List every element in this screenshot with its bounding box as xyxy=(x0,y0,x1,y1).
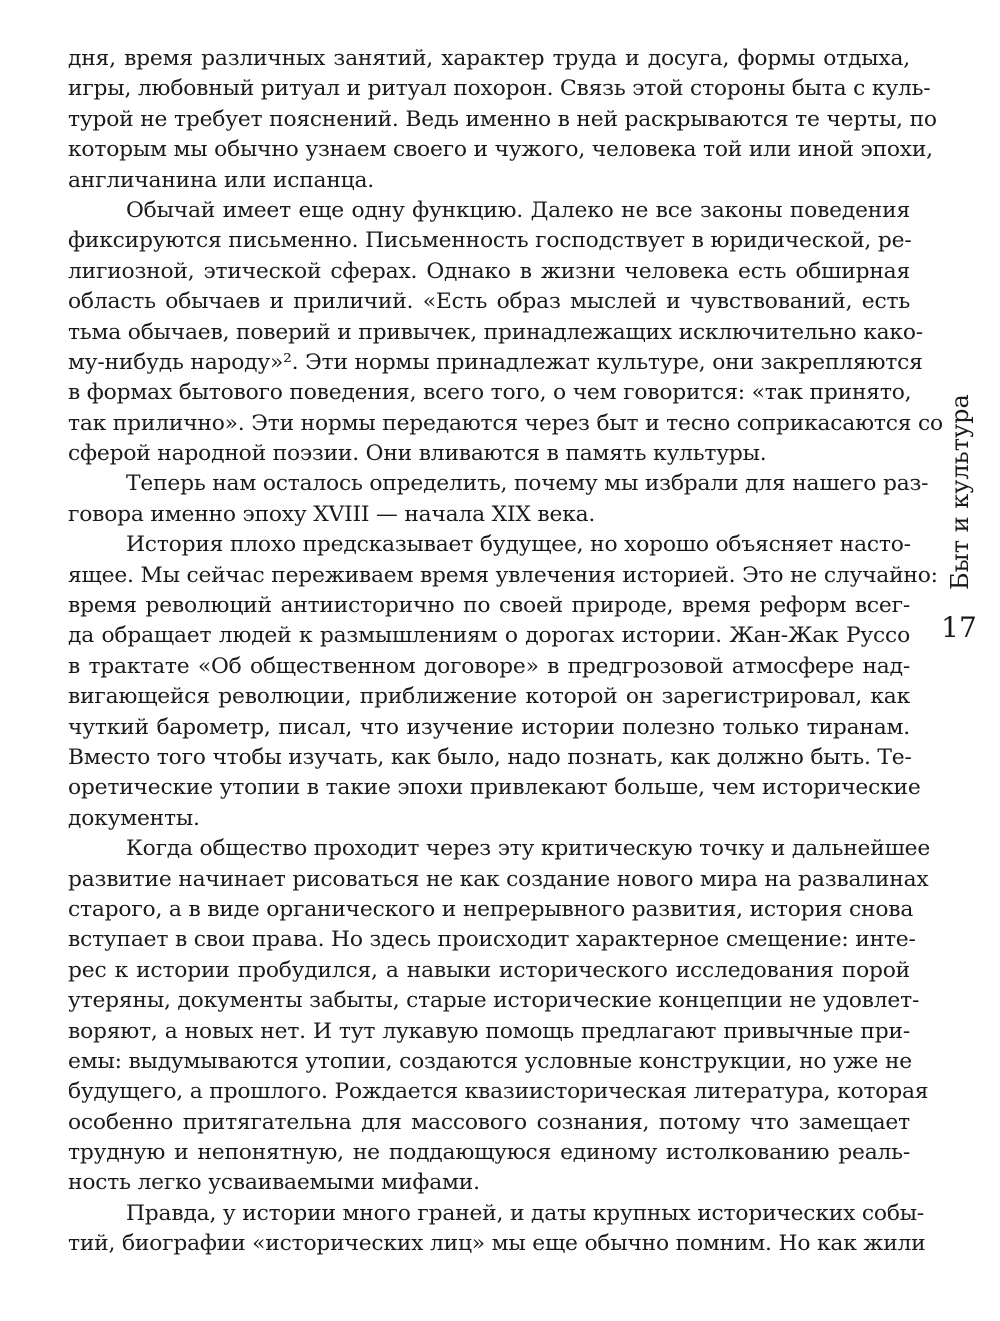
text-line: особенно притягательна для массового сознания, потому что замещает xyxy=(68,1109,910,1135)
text-line: да обращает людей к размышлениям о дорогах истории. Жан-Жак Руссо xyxy=(68,623,910,649)
text-line: в трактате «Об общественном договоре» в предгрозовой атмосфере над- xyxy=(68,653,910,679)
text-line: ящее. Мы сейчас переживаем время увлечения историей. Это не случайно: xyxy=(68,562,938,588)
text-line: вигающейся революции, приближение которой он зарегистрировал, как xyxy=(68,684,910,710)
paragraph xyxy=(68,530,938,834)
text-line: в формах бытового поведения, всего того, о чем говорится: «так принято, xyxy=(68,380,912,406)
text-line: документы. xyxy=(68,805,200,831)
running-head: Быт и культура xyxy=(946,394,974,590)
paragraph xyxy=(68,469,929,530)
text-line: игры, любовный ритуал и ритуал похорон. Связь этой стороны быта с куль- xyxy=(68,76,931,102)
text-line: будущего, а прошлого. Рождается квазиисторическая литература, которая xyxy=(68,1079,929,1105)
text-line: говора именно эпоху XVIII — начала XIX века. xyxy=(68,501,596,527)
text-line: ность легко усваиваемыми мифами. xyxy=(68,1170,480,1196)
text-line: развитие начинает рисоваться не как создание нового мира на развалинах xyxy=(68,866,929,892)
text-line: му-нибудь народу»². Эти нормы принадлежат культуре, они закрепляются xyxy=(68,349,923,375)
text-line: так прилично». Эти нормы передаются через быт и тесно соприкасаются со xyxy=(68,410,943,436)
text-line: емы: выдумываются утопии, создаются условные конструкции, но уже не xyxy=(68,1048,912,1074)
text-line: Правда, у истории много граней, и даты крупных исторических собы- xyxy=(126,1200,925,1226)
text-line: фиксируются письменно. Письменность господствует в юридической, ре- xyxy=(68,228,912,254)
text-line: сферой народной поэзии. Они вливаются в память культуры. xyxy=(68,441,767,467)
text-line: чуткий барометр, писал, что изучение истории полезно только тиранам. xyxy=(68,714,910,740)
text-line: Вместо того чтобы изучать, как было, надо познать, как должно быть. Те- xyxy=(68,744,912,770)
paragraph xyxy=(68,834,931,1199)
text-line: тьма обычаев, поверий и привычек, принадлежащих исключительно како- xyxy=(68,319,923,345)
body-text xyxy=(68,44,943,1260)
text-line: тий, биографии «исторических лиц» мы еще обычно помним. Но как жили xyxy=(68,1231,926,1257)
text-line: лигиозной, этической сферах. Однако в жизни человека есть обширная xyxy=(68,258,910,284)
text-line: утеряны, документы забыты, старые исторические концепции не удовлет- xyxy=(68,988,920,1014)
paragraph xyxy=(68,196,943,470)
text-line: Обычай имеет еще одну функцию. Далеко не все законы поведения xyxy=(126,197,910,223)
text-line: время революций антиисторично по своей природе, время реформ всег- xyxy=(68,593,910,619)
text-line: Теперь нам осталось определить, почему мы избрали для нашего раз- xyxy=(126,471,929,497)
text-line: Когда общество проходит через эту критическую точку и дальнейшее xyxy=(126,836,931,862)
text-line: оретические утопии в такие эпохи привлекают больше, чем исторические xyxy=(68,775,921,801)
paragraph xyxy=(68,44,937,196)
text-line: рес к истории пробудился, а навыки исторического исследования порой xyxy=(68,957,910,983)
text-line: История плохо предсказывает будущее, но хорошо объясняет насто- xyxy=(126,532,911,558)
text-line: англичанина или испанца. xyxy=(68,167,374,193)
text-line: дня, время различных занятий, характер труда и досуга, формы отдыха, xyxy=(68,46,910,71)
text-line: трудную и непонятную, не поддающуюся единому истолкованию реаль- xyxy=(68,1140,910,1166)
page-number: 17 xyxy=(941,611,977,644)
paragraph xyxy=(68,1199,926,1260)
text-line: старого, а в виде органического и непрерывного развития, история снова xyxy=(68,896,914,922)
text-line: воряют, а новых нет. И тут лукавую помощь предлагают привычные при- xyxy=(68,1018,910,1044)
text-line: область обычаев и приличий. «Есть образ мыслей и чувствований, есть xyxy=(68,289,910,315)
text-line: которым мы обычно узнаем своего и чужого, человека той или иной эпохи, xyxy=(68,137,933,163)
text-line: турой не требует пояснений. Ведь именно в ней раскрываются те черты, по xyxy=(68,106,937,132)
text-line: вступает в свои права. Но здесь происходит характерное смещение: инте- xyxy=(68,927,916,953)
